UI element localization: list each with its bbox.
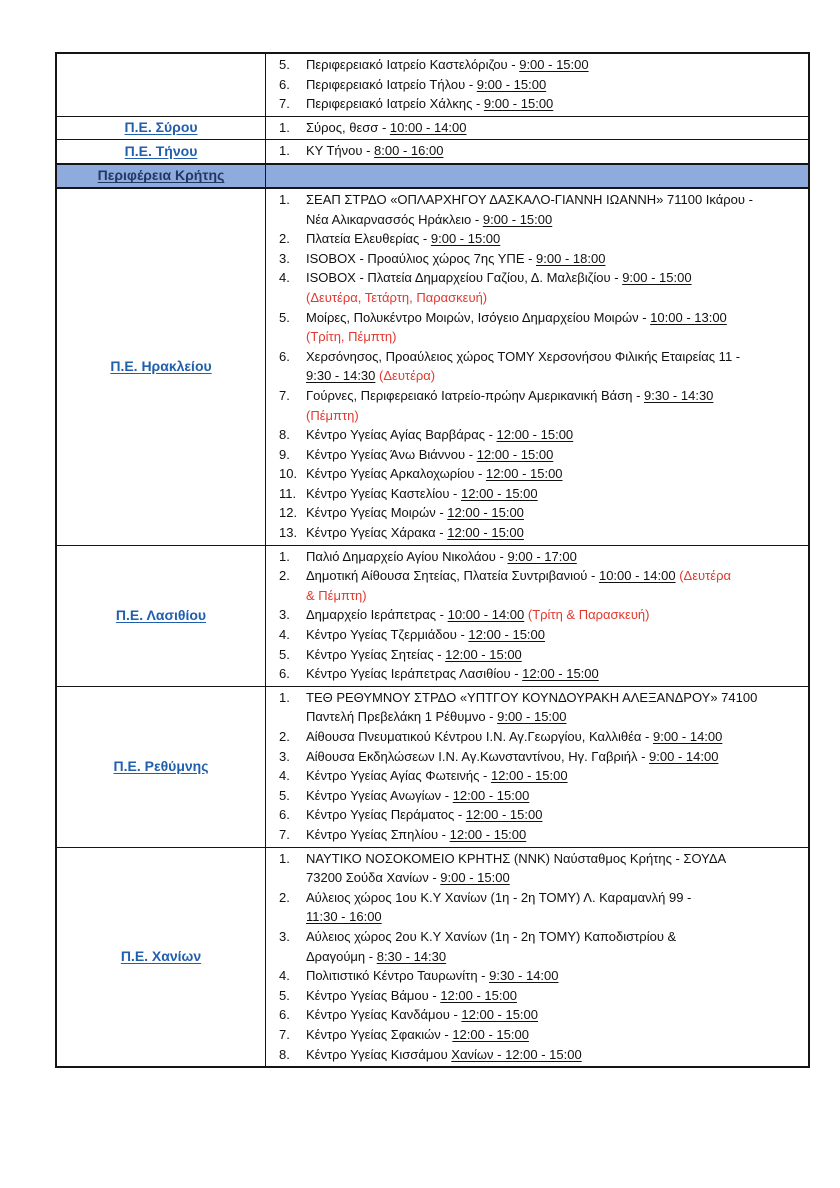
location-text: ΣΕΑΠ ΣΤΡΔΟ «ΟΠΛΑΡΧΗΓΟΥ ΔΑΣΚΑΛΟ-ΓΙΑΝΝΗ ΙΩΑΝΝΗ» 71100 Ικάρου - — [306, 191, 753, 207]
location-text: Κέντρο Υγείας Σφακιών - — [306, 1026, 453, 1042]
region-label-cell — [56, 686, 266, 847]
location-text: Νέα Αλικαρνασσός Ηράκλειο - — [306, 211, 483, 227]
region-label: Π.Ε. Ρεθύμνης — [113, 757, 209, 774]
item-text — [306, 484, 802, 504]
item-line — [306, 625, 802, 645]
list-item — [279, 268, 802, 307]
list-item — [279, 986, 802, 1006]
location-text: Κέντρο Υγείας Ανωγίων - — [306, 787, 453, 803]
hours-text: 9:00 - 14:00 — [652, 729, 723, 744]
region-header-label: Περιφέρεια Κρήτης — [97, 167, 225, 184]
location-text: Αύλειος χώρος 1ου Κ.Υ Χανίων (1η - 2η ΤΟΜΥ) Λ. Καραμανλή 99 - — [306, 889, 692, 905]
location-text: ISOBOX - Προαύλιος χώρος 7ης ΥΠΕ - — [306, 250, 537, 266]
item-number: 6. — [279, 666, 290, 682]
item-number: 2. — [279, 568, 290, 584]
location-text: Κέντρο Υγείας Περάματος - — [306, 807, 466, 823]
item-text — [306, 664, 802, 684]
hours-text: 8:30 - 14:30 — [376, 948, 447, 964]
list-item — [279, 118, 802, 138]
day-note-text: (Δευτέρα, Τετάρτη, Παρασκευή) — [306, 289, 488, 305]
item-number: 1. — [279, 548, 290, 564]
hours-text: 10:00 - 14:00 — [598, 568, 676, 584]
list-item — [279, 503, 802, 523]
region-label: Π.Ε. Τήνου — [124, 142, 198, 159]
item-text — [306, 547, 802, 567]
list-item — [279, 727, 802, 747]
hours-text: 12:00 - 15:00 — [490, 768, 568, 784]
item-text — [306, 75, 802, 95]
location-text: ΝΑΥΤΙΚΟ ΝΟΣΟΚΟΜΕΙΟ ΚΡΗΤΗΣ (ΝΝΚ) Ναύσταθμος Κρήτης - ΣΟΥΔΑ — [306, 850, 727, 866]
item-line — [306, 249, 802, 269]
item-number: 3. — [279, 748, 290, 764]
location-text: Παλιό Δημαρχείο Αγίου Νικολάου - — [306, 548, 508, 564]
item-line — [306, 688, 802, 708]
location-text: Κέντρο Υγείας Ιεράπετρας Λασιθίου - — [306, 666, 523, 682]
item-line — [306, 947, 802, 967]
list-item — [279, 566, 802, 605]
region-locations-cell — [266, 140, 810, 164]
list-item — [279, 688, 802, 727]
item-text — [306, 425, 802, 445]
list-item — [279, 308, 802, 347]
hours-text: 10:00 - 14:00 — [389, 119, 467, 135]
region-row — [56, 140, 809, 164]
item-line — [306, 907, 802, 927]
region-row — [56, 847, 809, 1067]
list-item — [279, 888, 802, 927]
item-number: 9. — [279, 446, 290, 462]
list-item — [279, 766, 802, 786]
location-text: Κέντρο Υγείας Χάρακα - — [306, 525, 448, 541]
item-line — [306, 868, 802, 888]
location-text: Περιφερειακό Ιατρείο Χάλκης - — [306, 96, 484, 112]
item-number: 7. — [279, 96, 290, 112]
item-text — [306, 688, 802, 727]
item-text — [306, 1045, 802, 1065]
item-line — [306, 927, 802, 947]
list-item — [279, 75, 802, 95]
item-line — [306, 503, 802, 523]
item-text — [306, 55, 802, 75]
item-text — [306, 966, 802, 986]
region-label-cell — [56, 116, 266, 140]
hours-text: Χανίων - 12:00 - 15:00 — [451, 1046, 582, 1062]
item-line — [306, 849, 802, 869]
hours-text: 12:00 - 15:00 — [449, 826, 527, 842]
list-item — [279, 1045, 802, 1065]
location-text: Δημαρχείο Ιεράπετρας - — [306, 607, 448, 623]
region-locations-cell — [266, 545, 810, 686]
item-line — [306, 547, 802, 567]
item-number: 5. — [279, 309, 290, 325]
hours-text: 12:00 - 15:00 — [461, 1007, 539, 1023]
location-text: Περιφερειακό Ιατρείο Καστελόριζου - — [306, 57, 520, 72]
item-line — [306, 825, 802, 845]
item-line — [306, 210, 802, 230]
hours-text: 12:00 - 15:00 — [461, 485, 538, 501]
location-text: Κέντρο Υγείας Μοιρών - — [306, 505, 448, 521]
region-label: Π.Ε. Λασιθίου — [115, 606, 207, 623]
item-line — [306, 523, 802, 543]
list-item — [279, 805, 802, 825]
item-line — [306, 986, 802, 1006]
item-text — [306, 1025, 802, 1045]
item-number: 1. — [279, 191, 290, 207]
item-number: 7. — [279, 387, 290, 403]
hours-text: 9:00 - 15:00 — [482, 211, 553, 227]
region-label-cell — [56, 847, 266, 1067]
item-line — [306, 366, 802, 386]
item-line — [306, 645, 802, 665]
region-label-cell — [56, 53, 266, 116]
region-locations-cell — [266, 847, 810, 1067]
location-text: Κέντρο Υγείας Κισσάμου — [306, 1046, 452, 1062]
item-number: 3. — [279, 250, 290, 266]
item-number: 1. — [279, 689, 290, 705]
item-text — [306, 445, 802, 465]
item-text — [306, 825, 802, 845]
list-item — [279, 547, 802, 567]
hours-text: 9:00 - 15:00 — [476, 76, 547, 92]
region-label: Π.Ε. Χανίων — [120, 947, 202, 964]
item-text — [306, 386, 802, 425]
hours-text: 9:30 - 14:30 — [644, 387, 714, 403]
item-line — [306, 229, 802, 249]
item-text — [306, 625, 802, 645]
item-line — [306, 566, 802, 586]
region-row — [56, 53, 809, 116]
hours-text: 12:00 - 15:00 — [522, 666, 599, 682]
list-item — [279, 927, 802, 966]
list-item — [279, 464, 802, 484]
hours-text: 12:00 - 15:00 — [476, 446, 554, 462]
location-text: Κέντρο Υγείας Αγίας Βαρβάρας - — [306, 427, 497, 443]
item-line — [306, 747, 802, 767]
location-text: Αύλειος χώρος 2ου Κ.Υ Χανίων (1η - 2η ΤΟΜΥ) Καποδιστρίου & — [306, 928, 677, 944]
hours-text: 12:00 - 15:00 — [447, 505, 524, 521]
item-text — [306, 190, 802, 229]
region-locations-cell — [266, 116, 810, 140]
location-text: Κέντρο Υγείας Τζερμιάδου - — [306, 627, 469, 643]
day-note-text: (Δευτέρα — [679, 568, 731, 584]
item-number: 2. — [279, 889, 290, 905]
item-text — [306, 268, 802, 307]
location-text: Κέντρο Υγείας Σητείας - — [306, 646, 446, 662]
list-item — [279, 249, 802, 269]
item-line — [306, 327, 802, 347]
hours-text: 12:00 - 15:00 — [485, 466, 563, 482]
item-text — [306, 805, 802, 825]
location-text: 73200 Σούδα Χανίων - — [306, 870, 441, 886]
location-text: Κέντρο Υγείας Κανδάμου - — [306, 1007, 462, 1023]
item-text — [306, 605, 802, 625]
hours-text: 9:00 - 15:00 — [430, 231, 501, 247]
location-text: Γούρνες, Περιφερειακό Ιατρείο-πρώην Αμερικανική Βάση - — [306, 387, 645, 403]
list-item — [279, 825, 802, 845]
hours-text: 10:00 - 14:00 — [447, 607, 525, 623]
item-text — [306, 849, 802, 888]
list-item — [279, 625, 802, 645]
region-locations-cell — [266, 686, 810, 847]
item-number: 11. — [279, 485, 297, 501]
item-text — [306, 747, 802, 767]
item-number: 3. — [279, 607, 290, 623]
hours-text: 12:00 - 15:00 — [452, 1026, 529, 1042]
hours-text: 11:30 - 16:00 — [306, 909, 382, 925]
item-number: 6. — [279, 76, 290, 92]
item-line — [306, 484, 802, 504]
hours-text: 9:00 - 15:00 — [519, 57, 589, 72]
hours-text: 12:00 - 15:00 — [468, 627, 546, 643]
item-text — [306, 249, 802, 269]
item-text — [306, 727, 802, 747]
hours-text: 12:00 - 15:00 — [465, 807, 543, 823]
item-line — [306, 664, 802, 684]
list-item — [279, 386, 802, 425]
region-locations-cell — [266, 53, 810, 116]
day-note-text: (Πέμπτη) — [306, 407, 359, 423]
list-item — [279, 966, 802, 986]
hours-text: 12:00 - 15:00 — [496, 427, 574, 443]
list-item — [279, 190, 802, 229]
item-number: 1. — [279, 119, 290, 135]
day-note-text: & Πέμπτη) — [306, 587, 367, 603]
item-line — [306, 464, 802, 484]
location-text: Κέντρο Υγείας Αγίας Φωτεινής - — [306, 768, 491, 784]
location-text: ΤΕΘ ΡΕΘΥΜΝΟΥ ΣΤΡΔΟ «ΥΠΤΓΟΥ ΚΟΥΝΔΟΥΡΑΚΗ ΑΛΕΞΑΝΔΡΟΥ» 74100 — [306, 689, 758, 705]
day-note-text: (Τρίτη, Πέμπτη) — [306, 329, 397, 345]
hours-text: 12:00 - 15:00 — [452, 787, 530, 803]
region-row — [56, 116, 809, 140]
item-number: 6. — [279, 348, 290, 364]
item-number: 4. — [279, 968, 290, 984]
list-item — [279, 229, 802, 249]
item-line — [306, 605, 802, 625]
hours-text: 8:00 - 16:00 — [374, 143, 444, 159]
item-line — [306, 966, 802, 986]
item-number: 4. — [279, 270, 290, 286]
item-line — [306, 1045, 802, 1065]
region-label: Π.Ε. Σύρου — [124, 119, 198, 136]
item-line — [306, 347, 802, 367]
item-line — [306, 386, 802, 406]
item-line — [306, 288, 802, 308]
item-text — [306, 464, 802, 484]
item-number: 6. — [279, 807, 290, 823]
item-line — [306, 786, 802, 806]
item-number: 5. — [279, 787, 290, 803]
item-text — [306, 986, 802, 1006]
item-text — [306, 888, 802, 927]
item-number: 7. — [279, 1026, 290, 1042]
list-item — [279, 347, 802, 386]
list-item — [279, 605, 802, 625]
list-item — [279, 484, 802, 504]
region-row — [56, 188, 809, 545]
location-text: Κέντρο Υγείας Άνω Βιάννου - — [306, 446, 477, 462]
hours-text: 9:30 - 14:30 — [306, 368, 376, 384]
item-line — [306, 445, 802, 465]
item-text — [306, 523, 802, 543]
item-number: 1. — [279, 850, 290, 866]
region-header-cell — [56, 164, 266, 188]
day-note-text: (Τρίτη & Παρασκευή) — [527, 607, 650, 623]
location-text: Περιφερειακό Ιατρείο Τήλου - — [306, 76, 477, 92]
list-item — [279, 445, 802, 465]
region-row — [56, 545, 809, 686]
item-line — [306, 766, 802, 786]
item-number: 5. — [279, 646, 290, 662]
item-line — [306, 406, 802, 426]
item-line — [306, 586, 802, 606]
list-item — [279, 849, 802, 888]
item-number: 1. — [279, 143, 290, 159]
list-item — [279, 141, 802, 161]
list-item — [279, 645, 802, 665]
hours-text: 9:00 - 18:00 — [536, 250, 606, 266]
list-item — [279, 664, 802, 684]
item-number: 6. — [279, 1007, 290, 1023]
item-number: 5. — [279, 987, 290, 1003]
region-row — [56, 686, 809, 847]
item-number: 7. — [279, 826, 290, 842]
location-text: Κέντρο Υγείας Αρκαλοχωρίου - — [306, 466, 486, 482]
item-text — [306, 766, 802, 786]
item-text — [306, 141, 802, 161]
item-number: 8. — [279, 1046, 290, 1062]
item-number: 3. — [279, 928, 290, 944]
location-text: ΚΥ Τήνου - — [306, 143, 375, 159]
location-text: Αίθουσα Εκδηλώσεων Ι.Ν. Αγ.Κωνσταντίνου, Ηγ. Γαβριήλ - — [306, 748, 650, 764]
item-text — [306, 645, 802, 665]
location-text: Πολιτιστικό Κέντρο Ταυρωνίτη - — [306, 968, 490, 984]
region-locations-cell — [266, 188, 810, 545]
item-line — [306, 190, 802, 210]
item-number: 13. — [279, 525, 298, 541]
region-label-cell — [56, 188, 266, 545]
item-number: 10. — [279, 466, 298, 482]
hours-text: 9:00 - 14:00 — [649, 748, 719, 764]
item-line — [306, 55, 802, 75]
item-line — [306, 707, 802, 727]
list-item — [279, 523, 802, 543]
location-text: Παντελή Πρεβελάκη 1 Ρέθυμνο - — [306, 709, 498, 725]
health-unit-schedule-table — [55, 52, 810, 1068]
hours-text: 9:30 - 14:00 — [489, 968, 559, 984]
location-text: Κέντρο Υγείας Καστελίου - — [306, 485, 461, 501]
item-line — [306, 805, 802, 825]
item-number: 2. — [279, 231, 290, 247]
item-text — [306, 229, 802, 249]
list-item — [279, 425, 802, 445]
hours-text: 9:00 - 15:00 — [497, 709, 567, 725]
list-item — [279, 747, 802, 767]
item-line — [306, 1025, 802, 1045]
hours-text: 10:00 - 13:00 — [650, 309, 727, 325]
item-line — [306, 268, 802, 288]
item-number: 4. — [279, 627, 290, 643]
hours-text: 9:00 - 15:00 — [622, 270, 692, 286]
location-text: ISOBOX - Πλατεία Δημαρχείου Γαζίου, Δ. Μαλεβιζίου - — [306, 270, 623, 286]
item-number: 5. — [279, 57, 290, 72]
item-number: 4. — [279, 768, 290, 784]
item-text — [306, 118, 802, 138]
hours-text: 9:00 - 17:00 — [507, 548, 577, 564]
hours-text: 12:00 - 15:00 — [447, 525, 524, 541]
region-header-row — [56, 164, 809, 188]
item-number: 2. — [279, 729, 290, 744]
hours-text: 9:00 - 15:00 — [440, 870, 510, 886]
region-label-cell — [56, 140, 266, 164]
location-text: Μοίρες, Πολυκέντρο Μοιρών, Ισόγειο Δημαρχείου Μοιρών - — [306, 309, 651, 325]
item-line — [306, 75, 802, 95]
item-line — [306, 141, 802, 161]
hours-text: 9:00 - 15:00 — [483, 96, 554, 112]
item-text — [306, 94, 802, 114]
region-label: Π.Ε. Ηρακλείου — [110, 357, 212, 374]
list-item — [279, 786, 802, 806]
item-line — [306, 308, 802, 328]
location-text: Πλατεία Ελευθερίας - — [306, 231, 431, 247]
item-text — [306, 1005, 802, 1025]
location-text: Κέντρο Υγείας Σπηλίου - — [306, 826, 450, 842]
location-text: Κέντρο Υγείας Βάμου - — [306, 987, 441, 1003]
list-item — [279, 1025, 802, 1045]
item-text — [306, 347, 802, 386]
list-item — [279, 55, 802, 75]
item-text — [306, 566, 802, 605]
location-text: Δημοτική Αίθουσα Σητείας, Πλατεία Συντριβανιού - — [306, 568, 599, 584]
region-label-cell — [56, 545, 266, 686]
list-item — [279, 94, 802, 114]
item-line — [306, 727, 802, 747]
item-number: 12. — [279, 505, 298, 521]
item-text — [306, 308, 802, 347]
item-line — [306, 888, 802, 908]
schedule-table-body — [56, 53, 809, 1067]
hours-text: 12:00 - 15:00 — [445, 646, 522, 662]
item-text — [306, 927, 802, 966]
item-text — [306, 503, 802, 523]
location-text: Δραγούμη - — [306, 948, 377, 964]
hours-text: 12:00 - 15:00 — [440, 987, 517, 1003]
item-text — [306, 786, 802, 806]
item-line — [306, 1005, 802, 1025]
item-number: 8. — [279, 427, 290, 443]
location-text: Αίθουσα Πνευματικού Κέντρου Ι.Ν. Αγ.Γεωργίου, Καλλιθέα - — [306, 729, 653, 744]
location-text: Χερσόνησος, Προαύλειος χώρος ΤΟΜΥ Χερσονήσου Φιλικής Εταιρείας 11 - — [306, 348, 741, 364]
region-header-cell-right — [266, 164, 810, 188]
item-line — [306, 425, 802, 445]
item-line — [306, 94, 802, 114]
location-text: Σύρος, θεσσ - — [306, 119, 390, 135]
item-line — [306, 118, 802, 138]
day-note-text: (Δευτέρα) — [379, 368, 436, 384]
list-item — [279, 1005, 802, 1025]
